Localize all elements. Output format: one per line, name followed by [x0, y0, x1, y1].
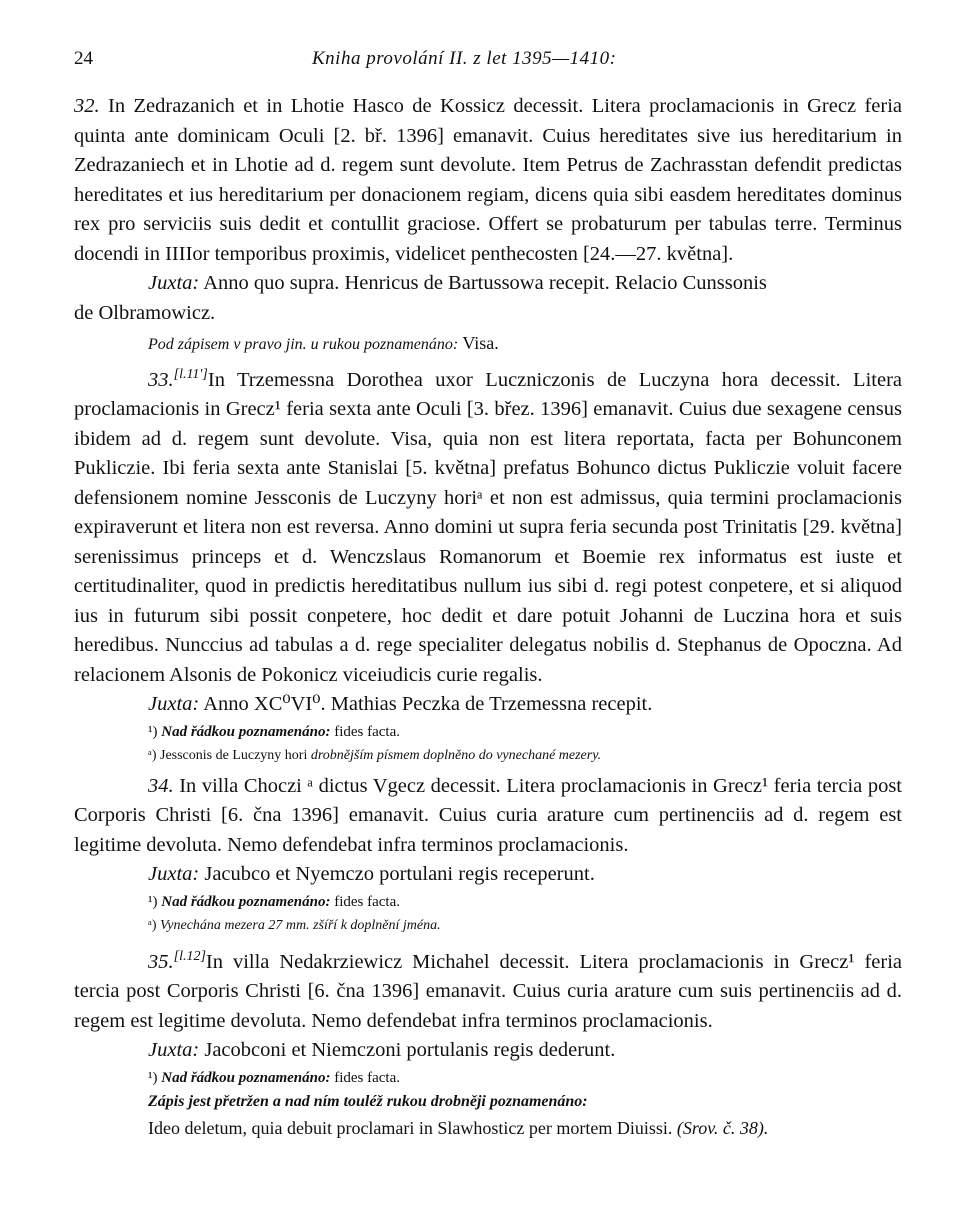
footnote-marker: ᵃ) — [148, 917, 157, 933]
entry-text — [74, 92, 902, 269]
juxta-label: Juxta: — [148, 693, 200, 716]
juxta-text: Anno XC⁰VI⁰. Mathias Peczka de Trzemessna recepit. — [203, 693, 653, 716]
entry-text — [74, 360, 902, 690]
entry-32 — [74, 92, 902, 360]
note-signature: Visa. — [462, 333, 499, 353]
footnote-marker: ¹) — [148, 723, 158, 740]
entry-number: 33. — [148, 368, 174, 391]
entry-number: 32. — [74, 95, 100, 117]
entry-body: In villa Nedakrziewicz Michahel decessit. Litera proclamacionis in Grecz¹ feria tercia post Corporis Christi [6. čna 1396] emanavit. Cuius curia arature cum suis pertinenciis ad d. regem est legitime devoluta. Nemo defendebat infra terminos proclamacionis. — [74, 950, 902, 1032]
footnote-1 — [74, 890, 902, 914]
footnote-italic: Vynechána mezera 27 mm. zšíří k doplnění jména. — [160, 917, 441, 933]
footnote-text: fides facta. — [334, 893, 400, 910]
footnote-text: fides facta. — [334, 723, 400, 740]
juxta-line — [74, 1036, 902, 1066]
footnote-1 — [74, 1066, 902, 1090]
footnote-italic: Nad řádkou poznamenáno: — [161, 723, 331, 740]
note-text-line — [74, 1114, 902, 1144]
entry-33 — [74, 360, 902, 768]
note-italic: Zápis jest přetržen a nad ním touléž rukou drobněji poznamenáno: — [148, 1092, 588, 1110]
entry-text — [74, 942, 902, 1036]
page-number: 24 — [74, 48, 93, 69]
juxta-continuation: de Olbramowicz. — [74, 301, 216, 324]
entry-34 — [74, 772, 902, 938]
footnote-italic: Nad řádkou poznamenáno: — [161, 1069, 331, 1086]
note-italic: Pod zápisem v pravo jin. u rukou poznamenáno: — [148, 336, 459, 353]
footnote-a — [74, 744, 902, 768]
juxta-line — [74, 860, 902, 890]
juxta-text: Jacubco et Nyemczo portulani regis receperunt. — [204, 863, 595, 886]
entry-body: In Trzemessna Dorothea uxor Luczniczonis de Luczyna hora decessit. Litera proclamacionis in Grecz¹ feria sexta ante Oculi [3. břez. 1396] emanavit. Cuius due sexagene census ibidem ad d. regem sunt devolute. Visa, quia non est litera reportata, facta per Bohunconem Pukliczie. Ibi feria sexta ante Stanislai [5. května] prefatus Bohunco dictus Pukliczie voluit facere defensionem nomine Jessconis de Luczyny horiᵃ et non est admissus, quia termini proclamacionis expiraverunt et litera non est reversa. Anno domini ut supra feria secunda post Trinitatis [29. května] serenissimus princeps et d. Wenczslaus Romanorum et Boemie rex informatus est iuste et certitudinaliter, quod in predictis hereditatibus nullum ius sibi d. regi potest conpetere, et si aliquod ius in futurum sibi possit conpetere, hoc dedit et dare potuit Johanni de Luczina hora et suis heredibus. Nunccius ad tabulas a d. rege specialiter delegatus nobilis d. Stephanus de Opoczna. Ad relacionem Alsonis de Pokonicz viceiudicis curie regalis. — [74, 368, 902, 686]
juxta-label: Juxta: — [148, 1039, 200, 1062]
folio-ref: [l.11'] — [173, 367, 208, 382]
running-title: Kniha provolání II. z let 1395—1410: — [312, 48, 617, 69]
folio-ref: [l.12] — [173, 948, 206, 964]
footnote-text: fides facta. — [334, 1069, 400, 1086]
editorial-note — [74, 1090, 902, 1114]
footnote-italic: drobnějším písmem doplněno do vynechané mezery. — [310, 747, 602, 763]
footnote-a — [74, 914, 902, 938]
juxta-text: Jacobconi et Niemczoni portulanis regis dederunt. — [204, 1039, 616, 1062]
juxta-line — [74, 690, 902, 720]
juxta-label: Juxta: — [148, 272, 200, 294]
footnote-marker: ᵃ) — [148, 747, 157, 763]
footnote-1 — [74, 720, 902, 744]
entry-35 — [74, 942, 902, 1143]
juxta-text: Anno quo supra. Henricus de Bartussowa recepit. Relacio Cunssonis — [203, 272, 767, 294]
note-text: Ideo deletum, quia debuit proclamari in Slawhosticz per mortem Diuissi. — [148, 1117, 673, 1138]
entry-number: 35. — [148, 950, 174, 973]
entry-number: 34. — [148, 774, 174, 797]
entry-body: In villa Choczi ᵃ dictus Vgecz decessit. Litera proclamacionis in Grecz¹ feria tercia post Corporis Christi [6. čna 1396] emanavit. Cuius curia arature cum pertinenciis ad d. regem est legitime devoluta. Nemo defendebat infra terminos proclamacionis. — [74, 774, 903, 856]
footnote-marker: ¹) — [148, 893, 158, 910]
footnote-text: Jessconis de Luczyny hori — [160, 747, 308, 763]
note-reference: (Srov. č. 38). — [676, 1117, 769, 1138]
entry-body: In Zedrazanich et in Lhotie Hasco de Kossicz decessit. Litera proclamacionis in Grecz feria quinta ante dominicam Oculi [2. bř. 1396] emanavit. Cuius hereditates sive ius hereditarium in Zedrazaniech et in Lhotie ad d. regem sunt devolute. Item Petrus de Zachrasstan defendit predictas hereditates et ius hereditarium per donacionem regiam, dicens quia sibi easdem hereditates dominus rex pro serviciis suis dedit et contullit graciose. Offert se probaturum per tabulas terre. Terminus docendi in IIIIor temporibus proximis, videlicet penthecosten [24.—27. května]. — [74, 95, 902, 265]
footnote-italic: Nad řádkou poznamenáno: — [161, 893, 331, 910]
margin-note — [74, 328, 902, 360]
entry-text — [74, 772, 902, 861]
juxta-line — [74, 269, 902, 299]
juxta-label: Juxta: — [148, 863, 200, 886]
footnote-marker: ¹) — [148, 1069, 158, 1086]
page-header — [74, 40, 902, 72]
